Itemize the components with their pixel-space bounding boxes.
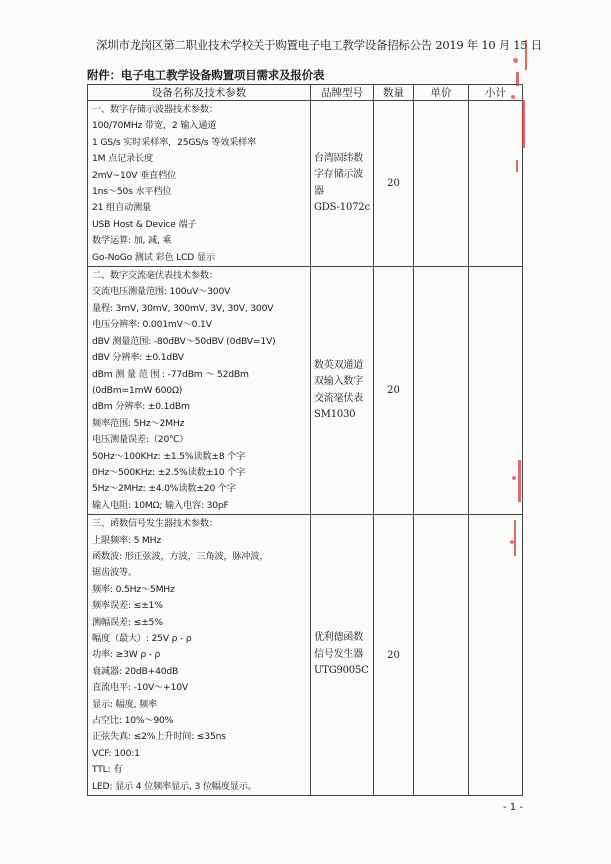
price-cell (414, 101, 469, 267)
param-line: dBm 分辨率: ±0.1dBm (92, 401, 190, 413)
brand-line: 交流毫伏表 (314, 392, 363, 404)
param-line: 一、数字存储示波器技术参数： (92, 104, 218, 115)
subtotal-cell (469, 515, 523, 796)
price-cell (414, 515, 469, 796)
param-line: 衰减器: 20dB+40dB (92, 665, 179, 677)
param-line: 21 组自动测量 (92, 202, 151, 214)
param-line: 上限频率: 5 MHz (92, 534, 161, 546)
param-line: (0dBm=1mW 600Ω) (92, 384, 183, 396)
brand-line: 双输入数字 (314, 376, 363, 388)
params-cell (88, 101, 311, 267)
param-line: 0Hz～500KHz: ±2.5%读数±10 个字 (92, 466, 246, 478)
page-number: - 1 - (503, 802, 523, 813)
param-line: 频率: 0.5Hz～5MHz (92, 583, 175, 595)
param-line: 交流电压测量范围: 100uV～300V (92, 286, 231, 298)
param-line: 100/70MHz 带宽，2 输入通道 (92, 120, 217, 132)
param-line: 电压测量误差:（20℃） (92, 434, 189, 446)
header-params: 设备名称及技术参数 (88, 85, 311, 101)
table-row (88, 267, 523, 515)
brand-line: 优利德函数 (314, 632, 363, 644)
param-line: 1ns～50s 水平档位 (92, 186, 172, 198)
param-line: LED: 显示 4 位频率显示, 3 位幅度显示。 (92, 780, 257, 792)
param-line: 50Hz～100KHz: ±1.5%读数±8 个字 (92, 450, 246, 462)
param-line: 占空比: 10%～90% (92, 715, 174, 727)
param-line: 输入电阻: 10MΩ; 输入电容: 30pF (92, 499, 229, 511)
qty-cell: 20 (374, 267, 414, 515)
params-cell (88, 515, 311, 796)
header-subtotal: 小计 (469, 85, 523, 101)
param-line: 数学运算: 加, 减, 乘 (92, 235, 172, 247)
param-line: 显示: 幅度, 频率 (92, 698, 157, 710)
brand-cell (311, 101, 374, 267)
param-line: 锯齿波等。 (92, 567, 137, 579)
param-line: USB Host & Device 端子 (92, 218, 197, 230)
param-line: VCF: 100:1 (92, 747, 140, 759)
brand-line: SM1030 (314, 409, 356, 421)
param-line: 测幅误差: ≤±5% (92, 616, 163, 628)
param-line: 直流电平: -10V～+10V (92, 682, 188, 694)
attachment-title: 附件：电子电工教学设备购置项目需求及报价表 (87, 68, 325, 82)
header-price: 单价 (414, 85, 469, 101)
param-line: 幅度（最大）: 25V ρ - ρ (92, 633, 192, 644)
document-header: 深圳市龙岗区第二职业技术学校关于购置电子电工教学设备招标公告 2019 年 10 月 15 日 (96, 38, 542, 52)
param-line: 电压分辨率: 0.001mV～0.1V (92, 319, 212, 331)
param-line: dBV 测量范围: -80dBV～50dBV (0dBV=1V) (92, 335, 276, 347)
param-line: Go-NoGo 测试 彩色 LCD 显示 (92, 251, 215, 263)
param-line: 量程: 3mV, 30mV, 300mV, 3V, 30V, 300V (92, 302, 274, 314)
param-line: 二、数字交流毫伏表技术参数： (92, 270, 218, 282)
param-line: 5Hz～2MHz: ±4.0%读数±20 个字 (92, 483, 236, 495)
brand-line: UTG9005C (314, 665, 369, 677)
subtotal-cell (469, 101, 523, 267)
param-line: 三、函数信号发生器技术参数： (92, 518, 218, 530)
param-line: 频率误差: ≤±1% (92, 600, 163, 612)
param-line: 正弦失真: ≤2%上升时间: ≤35ns (92, 731, 226, 743)
param-line: 1M 点记录长度 (92, 153, 154, 165)
brand-line: GDS-1072c (314, 202, 370, 214)
qty-cell: 20 (374, 515, 414, 796)
equipment-table (87, 84, 523, 796)
param-line: 2mV~10V 垂直档位 (92, 169, 177, 181)
param-line: 1 GS/s 实时采样率，25GS/s 等效采样率 (92, 136, 257, 148)
brand-line: 台湾固纬数 (314, 152, 363, 164)
brand-cell (311, 267, 374, 515)
param-line: 频率范围: 5Hz～2MHz (92, 417, 185, 429)
brand-line: 数英双通道 (314, 359, 363, 371)
param-line: 功率: ≥3W ρ - ρ (92, 649, 161, 661)
param-line: TTL: 有 (92, 764, 123, 776)
table-row (88, 101, 523, 267)
brand-cell (311, 515, 374, 796)
param-line: dBV 分辨率: ±0.1dBV (92, 352, 184, 364)
brand-line: 字存储示波 (314, 169, 363, 181)
price-cell (414, 267, 469, 515)
param-line: 函数波: 形正弦波，方波，三角波，脉冲波， (92, 550, 269, 562)
brand-line: 信号发生器 (314, 648, 363, 660)
param-line: dBm 测 量 范 围 : -77dBm ～ 52dBm (92, 368, 249, 380)
brand-line: 器 (314, 185, 324, 197)
header-qty: 数量 (374, 85, 414, 101)
header-brand: 品牌型号 (311, 85, 374, 101)
table-header-row (88, 85, 523, 101)
table-row (88, 515, 523, 796)
params-cell (88, 267, 311, 515)
qty-cell: 20 (374, 101, 414, 267)
